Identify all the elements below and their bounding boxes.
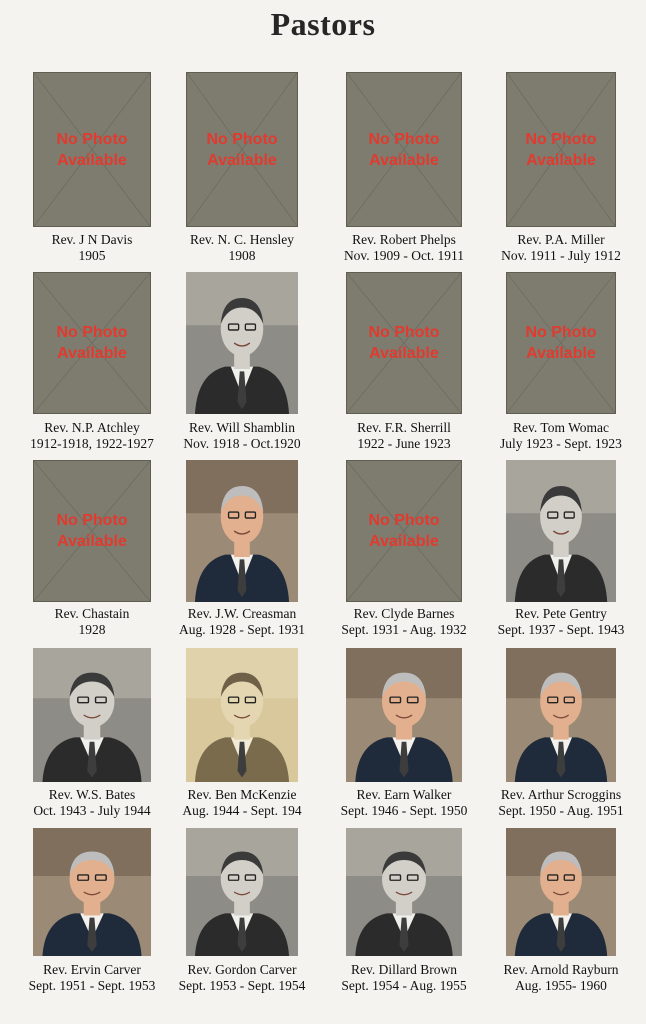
no-photo-placeholder (346, 72, 462, 227)
no-photo-label (347, 129, 461, 171)
pastor-caption (7, 962, 177, 994)
no-photo-line2: Available (369, 345, 439, 362)
no-photo-label (34, 510, 150, 552)
pastor-name: Rev. F.R. Sherrill (357, 420, 451, 435)
no-photo-label (34, 129, 150, 171)
pastor-caption (319, 232, 489, 264)
pastor-caption (476, 787, 646, 819)
pastor-years: Sept. 1951 - Sept. 1953 (28, 978, 156, 993)
pastor-years: Oct. 1943 - July 1944 (33, 803, 151, 818)
pastor-years: Nov. 1911 - July 1912 (501, 248, 621, 263)
pastor-name: Rev. Ben McKenzie (187, 787, 297, 802)
no-photo-placeholder (506, 72, 616, 227)
no-photo-line2: Available (369, 151, 439, 169)
pastor-caption (7, 606, 177, 638)
pastor-caption (157, 962, 327, 994)
pastor-years: 1912-1918, 1922-1927 (30, 436, 154, 451)
no-photo-placeholder (33, 72, 151, 227)
no-photo-line2: Available (57, 151, 127, 169)
pastor-years: Sept. 1931 - Aug. 1932 (341, 622, 467, 637)
pastor-name: Rev. Clyde Barnes (353, 606, 455, 621)
pastor-caption (319, 787, 489, 819)
no-photo-line1: No Photo (368, 130, 440, 148)
no-photo-label (507, 129, 615, 171)
no-photo-placeholder (186, 72, 298, 227)
pastor-years: Sept. 1950 - Aug. 1951 (498, 803, 624, 818)
pastor-caption (157, 606, 327, 638)
no-photo-placeholder (33, 272, 151, 414)
page-title: Pastors (270, 6, 376, 42)
pastor-caption (7, 420, 177, 452)
no-photo-label (507, 322, 615, 364)
pastor-caption (7, 232, 177, 264)
pastor-name: Rev. N.P. Atchley (44, 420, 140, 435)
pastor-caption (157, 787, 327, 819)
pastor-caption (319, 606, 489, 638)
pastor-portrait (346, 648, 462, 782)
no-photo-line2: Available (207, 151, 277, 169)
pastor-name: Rev. J N Davis (51, 232, 133, 247)
pastor-name: Rev. P.A. Miller (517, 232, 605, 247)
no-photo-placeholder (346, 272, 462, 414)
no-photo-line1: No Photo (368, 324, 440, 341)
no-photo-line1: No Photo (56, 324, 128, 341)
pastor-name: Rev. Earn Walker (356, 787, 452, 802)
no-photo-label (347, 510, 461, 552)
no-photo-line1: No Photo (56, 512, 128, 529)
pastor-portrait (33, 648, 151, 782)
pastor-name: Rev. Arnold Rayburn (503, 962, 619, 977)
pastor-name: Rev. Arthur Scroggins (500, 787, 622, 802)
pastor-years: Sept. 1954 - Aug. 1955 (341, 978, 467, 993)
pastor-name: Rev. Chastain (54, 606, 130, 621)
pastor-caption (476, 232, 646, 264)
pastor-years: Aug. 1944 - Sept. 194 (182, 803, 302, 818)
pastor-caption (157, 420, 327, 452)
no-photo-label (34, 322, 150, 364)
no-photo-label (187, 129, 297, 171)
pastor-portrait (33, 828, 151, 956)
pastor-years: 1905 (78, 248, 106, 263)
pastor-caption (319, 962, 489, 994)
pastor-portrait (186, 272, 298, 414)
pastor-name: Rev. Robert Phelps (352, 232, 456, 247)
pastor-name: Rev. Tom Womac (513, 420, 609, 435)
pastor-years: 1922 - June 1923 (357, 436, 451, 451)
no-photo-line1: No Photo (206, 130, 278, 148)
no-photo-line1: No Photo (56, 130, 128, 148)
pastor-years: July 1923 - Sept. 1923 (500, 436, 622, 451)
no-photo-line2: Available (526, 345, 596, 362)
no-photo-line1: No Photo (525, 324, 597, 341)
pastor-caption (476, 420, 646, 452)
no-photo-label (347, 322, 461, 364)
pastor-caption (7, 787, 177, 819)
no-photo-line2: Available (369, 533, 439, 550)
pastor-portrait (506, 828, 616, 956)
pastor-years: 1908 (228, 248, 256, 263)
pastor-name: Rev. Dillard Brown (351, 962, 457, 977)
no-photo-placeholder (506, 272, 616, 414)
pastor-years: Nov. 1909 - Oct. 1911 (343, 248, 465, 263)
pastor-caption (476, 606, 646, 638)
pastor-years: Nov. 1918 - Oct.1920 (183, 436, 301, 451)
no-photo-line1: No Photo (368, 512, 440, 529)
pastor-portrait (506, 460, 616, 602)
pastor-years: Sept. 1953 - Sept. 1954 (178, 978, 306, 993)
no-photo-placeholder (346, 460, 462, 602)
pastor-years: Sept. 1946 - Sept. 1950 (340, 803, 468, 818)
no-photo-placeholder (33, 460, 151, 602)
pastor-portrait (186, 828, 298, 956)
no-photo-line2: Available (57, 533, 127, 550)
pastor-caption (157, 232, 327, 264)
pastor-portrait (186, 460, 298, 602)
no-photo-line2: Available (526, 151, 596, 169)
pastor-name: Rev. Gordon Carver (187, 962, 297, 977)
pastor-portrait (346, 828, 462, 956)
pastor-name: Rev. W.S. Bates (48, 787, 136, 802)
pastor-name: Rev. Will Shamblin (189, 420, 295, 435)
pastor-portrait (186, 648, 298, 782)
pastor-caption (319, 420, 489, 452)
pastor-years: 1928 (78, 622, 106, 637)
pastor-name: Rev. Pete Gentry (515, 606, 607, 621)
pastor-caption (476, 962, 646, 994)
pastor-portrait (506, 648, 616, 782)
pastor-years: Aug. 1955- 1960 (515, 978, 607, 993)
pastor-name: Rev. N. C. Hensley (189, 232, 295, 247)
pastor-name: Rev. Ervin Carver (43, 962, 141, 977)
pastor-years: Sept. 1937 - Sept. 1943 (497, 622, 625, 637)
no-photo-line1: No Photo (525, 130, 597, 148)
pastor-name: Rev. J.W. Creasman (187, 606, 297, 621)
no-photo-line2: Available (57, 345, 127, 362)
pastor-years: Aug. 1928 - Sept. 1931 (179, 622, 305, 637)
